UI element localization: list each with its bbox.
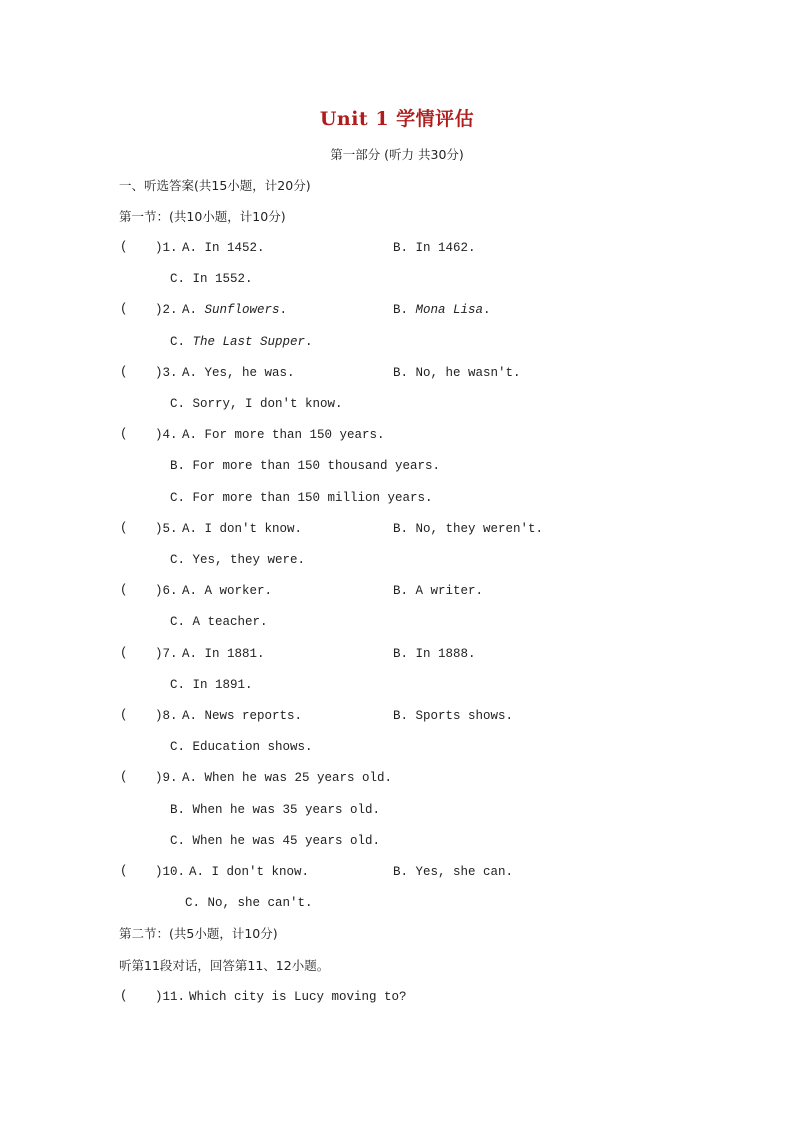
page-title: Unit 1 学情评估 xyxy=(319,108,475,130)
question-text: Which city is Lucy moving to? xyxy=(189,990,407,1004)
option-b: B. Sports shows. xyxy=(393,709,514,723)
option-b: B. A writer. xyxy=(393,584,484,598)
answer-blank[interactable]: ( xyxy=(120,365,128,379)
question-number: )9. xyxy=(155,771,178,785)
option-c: C. The Last Supper. xyxy=(170,335,313,349)
option-c: C. In 1552. xyxy=(170,272,253,286)
page-subtitle: 第一部分 (听力 共30分) xyxy=(330,147,464,162)
option-a: A. I don't know. xyxy=(182,522,303,536)
option-c: C. When he was 45 years old. xyxy=(170,834,381,848)
section-heading: 一、听选答案(共15小题，计20分) xyxy=(119,178,311,193)
option-c: C. A teacher. xyxy=(170,615,268,629)
answer-blank[interactable]: ( xyxy=(120,708,128,722)
answer-blank[interactable]: ( xyxy=(120,583,128,597)
answer-blank[interactable]: ( xyxy=(120,770,128,784)
option-a: A. A worker. xyxy=(182,584,273,598)
question-number: )1. xyxy=(155,241,178,255)
answer-blank[interactable]: ( xyxy=(120,646,128,660)
option-c: C. Yes, they were. xyxy=(170,553,306,567)
part2-heading: 第二节：(共5小题，计10分) xyxy=(119,926,278,941)
question-number: )8. xyxy=(155,709,178,723)
answer-blank[interactable]: ( xyxy=(120,302,128,316)
option-b: B. In 1888. xyxy=(393,647,476,661)
question-number: )2. xyxy=(155,303,178,317)
answer-blank[interactable]: ( xyxy=(120,864,128,878)
option-a: A. Yes, he was. xyxy=(182,366,295,380)
listening-instruction: 听第11段对话，回答第11、12小题。 xyxy=(119,958,330,973)
option-a: A. News reports. xyxy=(182,709,303,723)
option-a: A. When he was 25 years old. xyxy=(182,771,393,785)
option-a: A. I don't know. xyxy=(189,865,310,879)
answer-blank[interactable]: ( xyxy=(120,427,128,441)
option-a: A. For more than 150 years. xyxy=(182,428,385,442)
answer-blank[interactable]: ( xyxy=(120,521,128,535)
question-number: )4. xyxy=(155,428,178,442)
option-c: C. Sorry, I don't know. xyxy=(170,397,343,411)
option-c: C. No, she can't. xyxy=(185,896,313,910)
part1-heading: 第一节：(共10小题，计10分) xyxy=(119,209,286,224)
answer-blank[interactable]: ( xyxy=(120,989,128,1003)
option-b: B. In 1462. xyxy=(393,241,476,255)
question-number: )5. xyxy=(155,522,178,536)
option-b: B. No, they weren't. xyxy=(393,522,544,536)
question-number: )3. xyxy=(155,366,178,380)
question-number: )7. xyxy=(155,647,178,661)
option-c: C. In 1891. xyxy=(170,678,253,692)
option-c: C. Education shows. xyxy=(170,740,313,754)
option-b: B. Mona Lisa. xyxy=(393,303,491,317)
option-a: A. In 1452. xyxy=(182,241,265,255)
question-number: )10. xyxy=(155,865,186,879)
option-b: B. No, he wasn't. xyxy=(393,366,521,380)
option-a: A. In 1881. xyxy=(182,647,265,661)
option-a: A. Sunflowers. xyxy=(182,303,288,317)
question-number: )6. xyxy=(155,584,178,598)
option-c: C. For more than 150 million years. xyxy=(170,491,433,505)
answer-blank[interactable]: ( xyxy=(120,240,128,254)
option-b: B. When he was 35 years old. xyxy=(170,803,381,817)
option-b: B. For more than 150 thousand years. xyxy=(170,459,441,473)
option-b: B. Yes, she can. xyxy=(393,865,514,879)
question-number: )11. xyxy=(155,990,186,1004)
